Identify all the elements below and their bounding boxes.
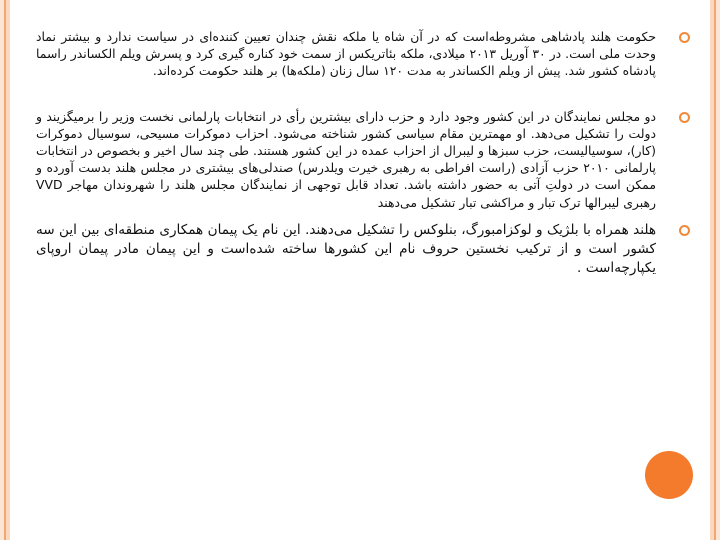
circle-bullet-icon [679, 112, 690, 123]
orange-circle-icon [645, 451, 693, 499]
circle-bullet-icon [679, 225, 690, 236]
bullet-text-benelux: هلند همراه با بلژیک و لوکزامبورگ، بنلوکس را تشکیل می‌دهند. این نام یک پیمان همکاری منطقه‌ای بین این سه کشور است و از ترکیب نخستین حروف نام این کشورها ساخته شده‌است و این پیمان مادر پیمان اروپای یکپارچه‌است . [36, 221, 656, 276]
bullet-item-benelux [36, 221, 678, 278]
bullet-text-monarchy: حکومت هلند پادشاهی مشروطه‌است که در آن شاه یا ملکه نقش چندان تعیین کننده‌ای در سیاست ندارد و بیشتر نماد وحدت ملی است. در ۳۰ آوریل ۲۰۱۳ میلادی، ملکه بئاتریکس از سمت خود کناره گیری کرد و پسرش ویلم الکساندر راسما پادشاه کشور شد. پیش از ویلم الکساندر به مدت ۱۲۰ سال زنان (ملکه‌ها) بر هلند حکومت کرده‌اند. [36, 29, 656, 79]
bullet-text-parliament: دو مجلس نمایندگان در این کشور وجود دارد و حزب دارای بیشترین رأی در انتخابات پارلمانی نخست وزیر را برمیگزیند و دولت را تشکیل می‌دهد. او مهمترین مقام سیاسی کشور شناخته می‌شود. احزاب دموکرات مسیحی، سوسیال دموکرات (کار)، سوسیالیست، حزب سبزها و لیبرال از احزاب عمده در این کشور هستند. طی چند سال اخیر و بخصوص در انتخابات پارلمانی ۲۰۱۰ حزب آزادی (راست افراطی به رهبری خیرت ویلدرس) صندلی‌های بیشتری در مجلس هلند بدست آورده و ممکن است در دولتِ آتی به حضور داشته باشد. تعداد قابل توجهی از نمایندگان مجلس هلند را شهروندان مهاجر VVD رهبری لیبرالها ترک تبار و مراکشی تبار تشکیل می‌دهند [36, 108, 656, 210]
circle-bullet-icon [679, 32, 690, 43]
left-border-stripe-inner [6, 0, 10, 540]
bullet-item-monarchy [36, 28, 678, 80]
slide-body [36, 28, 678, 278]
bullet-item-parliament [36, 108, 678, 211]
right-border-stripe-outer [716, 0, 720, 540]
